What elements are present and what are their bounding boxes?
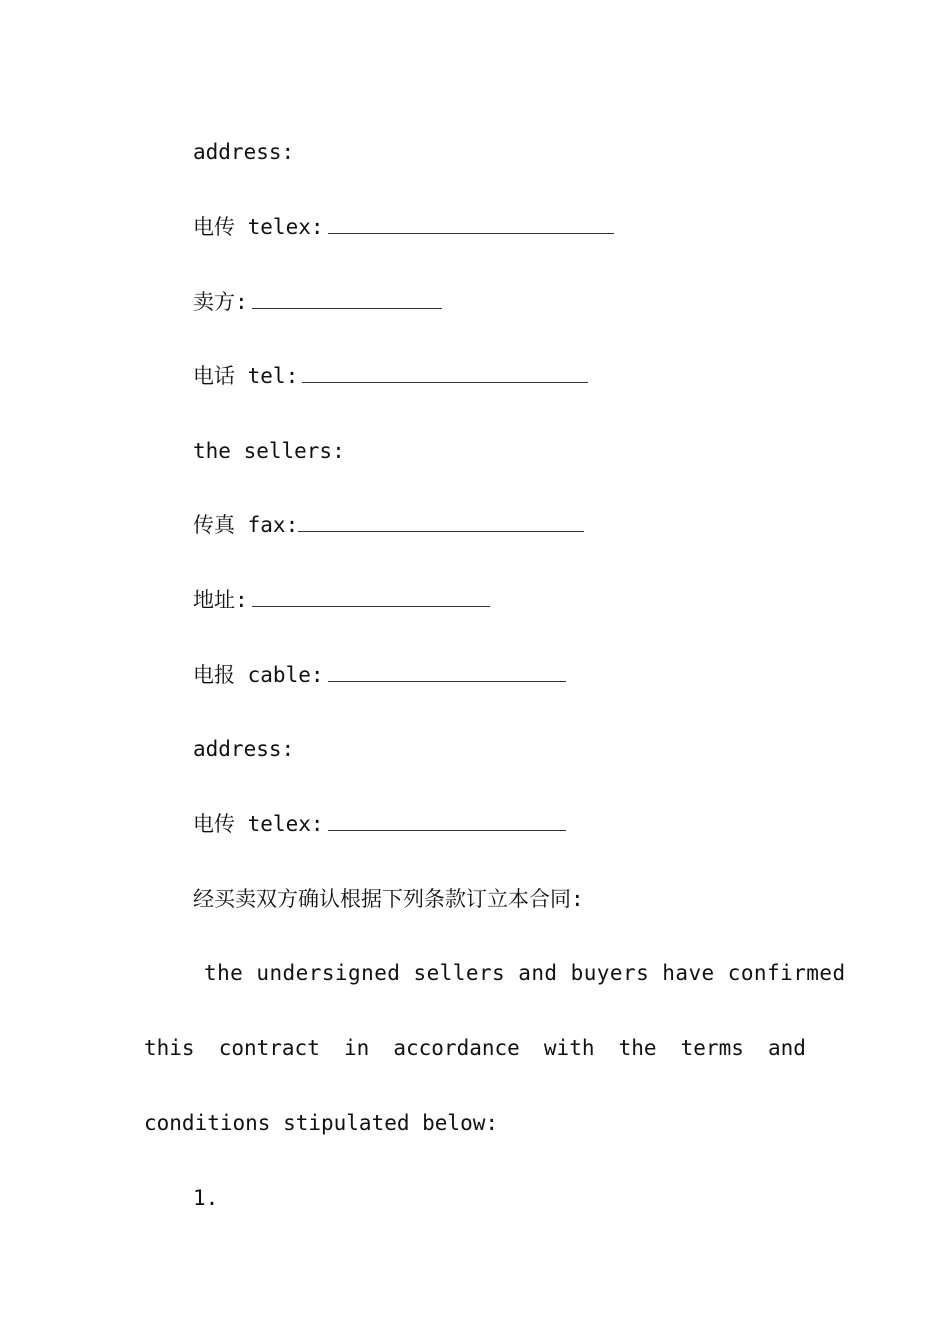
paragraph-word: this: [144, 1036, 195, 1060]
seller-name-line: [193, 287, 442, 317]
seller-cable-line: [193, 660, 566, 690]
paragraph-word: the: [618, 1036, 657, 1060]
buyer-address-line: [193, 137, 294, 167]
field-label: 地址:: [193, 588, 248, 612]
paragraph-word: with: [543, 1036, 595, 1060]
seller-tel-line: [193, 361, 588, 391]
fill-in-blank: [252, 592, 490, 607]
fill-in-blank: [298, 517, 584, 532]
paragraph-word: contract: [218, 1036, 320, 1060]
field-label: the sellers:: [193, 439, 345, 463]
fill-in-blank: [252, 294, 442, 309]
seller-address-en-line: [193, 734, 294, 764]
paragraph-line: [204, 958, 846, 988]
confirmation-statement-en-line3: [144, 1108, 806, 1138]
field-label: 电传 telex:: [193, 215, 324, 239]
paragraph-text: conditions stipulated below:: [144, 1111, 499, 1135]
paragraph-word: accordance: [393, 1036, 520, 1060]
seller-fax-line: [193, 510, 584, 540]
fill-in-blank: [328, 667, 566, 682]
field-label: 卖方:: [193, 290, 248, 314]
confirmation-statement-cn: [193, 884, 584, 914]
fill-in-blank: [302, 368, 588, 383]
field-label: 电传 telex:: [193, 812, 324, 836]
seller-address-line: [193, 585, 490, 615]
confirmation-statement-en-line2: [144, 1033, 806, 1063]
field-label: 电话 tel:: [193, 364, 299, 388]
fill-in-blank: [328, 219, 614, 234]
paragraph-word: terms: [680, 1036, 744, 1060]
field-label: address:: [193, 140, 295, 164]
sellers-heading-line: [193, 436, 345, 466]
fill-in-blank: [328, 816, 566, 831]
paragraph-word: in: [343, 1036, 370, 1060]
buyer-telex-line: [193, 212, 614, 242]
confirmation-statement-en-line1: [204, 958, 846, 988]
field-label: 电报 cable:: [193, 663, 324, 687]
seller-telex-line: [193, 809, 566, 839]
paragraph-word: and: [767, 1036, 806, 1060]
paragraph-line: [144, 1033, 806, 1063]
clause-number: [193, 1183, 218, 1213]
statement-text: 经买卖双方确认根据下列条款订立本合同:: [193, 887, 584, 911]
clause-number-text: 1.: [193, 1186, 219, 1210]
field-label: address:: [193, 737, 295, 761]
paragraph-text: the undersigned sellers and buyers have confirmed: [204, 961, 846, 985]
field-label: 传真 fax:: [193, 513, 299, 537]
